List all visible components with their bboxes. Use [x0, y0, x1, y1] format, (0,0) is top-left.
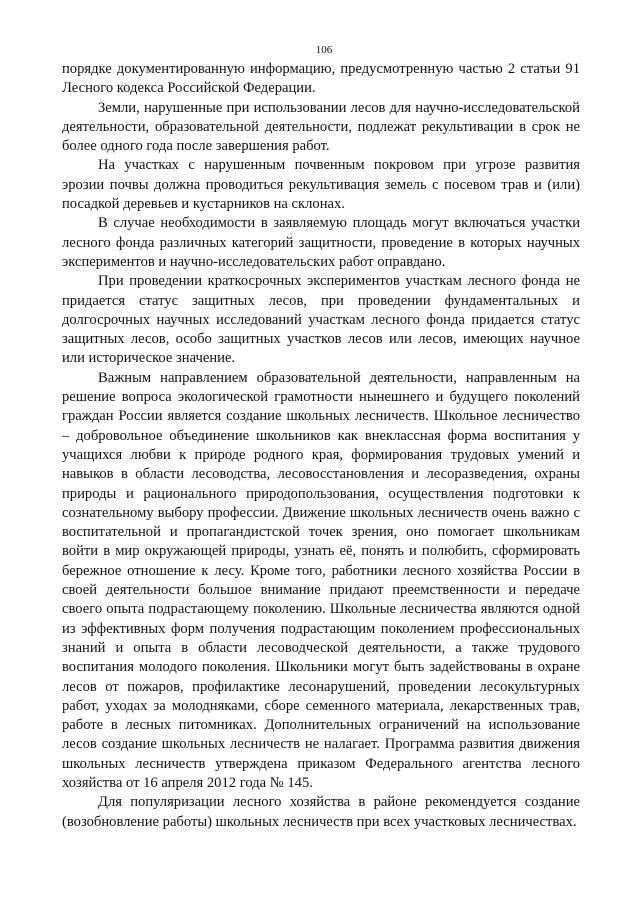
paragraph-erosion: На участках с нарушенным почвенным покровом при угрозе развития эрозии почвы должна проводиться рекультивация земель с посевом трав и (или) посадкой деревьев и кустарников на склонах. [62, 157, 580, 213]
paragraph-experiments: При проведении краткосрочных экспериментов участкам лесного фонда не придается статус защитных лесов, при проведении фундаментальных и долгосрочных научных исследований участкам лесного фонда придается статус защитных лесов, особо защитных участков лесов или лесов, имеющих научное или историческое значение. [62, 273, 580, 367]
paragraph-school-forestries: Важным направлением образовательной деятельности, направленным на решение вопроса экологической грамотности нынешнего и будущего поколений граждан России является создание школьных лесничеств. Школьное лесничество – добровольное объединение школьников как внеклассная форма воспитания у учащихся любви к природе родного края, формирования трудовых умений и навыков в области лесоводства, лесовосстановления и лесоразведения, охраны природы и рационального природопользования, осуществления подготовки к сознательному выбору профессии. Движение школьных лесничеств очень важно с воспитательной и пропагандистской точек зрения, оно помогает школьникам войти в мир окружающей природы, узнать её, понять и полюбить, сформировать бережное отношение к лесу. Кроме того, работники лесного хозяйства России в своей деятельности большое внимание придают преемственности и передаче своего опыта подрастающему поколению. Школьные лесничества являются одной из эффективных форм получения подрастающим поколением профессиональных знаний и опыта в области лесоводческой деятельности, а также трудового воспитания молодого поколения. Школьники могут быть задействованы в охране лесов от пожаров, профилактике лесонарушений, проведении лесокультурных работ, уходах за молодняками, сборе семенного материала, лекарственных трав, работе в лесных питомниках. Дополнительных ограничений на использование лесов создание школьных лесничеств не налагает. Программа развития движения школьных лесничеств утверждена приказом Федерального агентства лесного хозяйства от 16 апреля 2012 года № 145. [62, 369, 580, 791]
paragraph-protection-categories: В случае необходимости в заявляемую площадь могут включаться участки лесного фонда различных категорий защитности, проведение в которых научных экспериментов и научно-исследовательских работ оправдано. [62, 215, 580, 270]
paragraph-land-reclamation: Земли, нарушенные при использовании лесов для научно-исследовательской деятельности, образовательной деятельности, подлежат рекультивации в срок не более одного года после завершения работ. [62, 99, 580, 155]
page-number: 106 [315, 44, 333, 56]
document-body [62, 60, 580, 832]
document-page [62, 0, 580, 832]
paragraph-popularization: Для популяризации лесного хозяйства в районе рекомендуется создание (возобновление работы) школьных лесничеств при всех участковых лесничествах. [62, 794, 580, 830]
paragraph-continuation: порядке документированную информацию, предусмотренную частью 2 статьи 91 Лесного кодекса Российской Федерации. [62, 61, 580, 97]
